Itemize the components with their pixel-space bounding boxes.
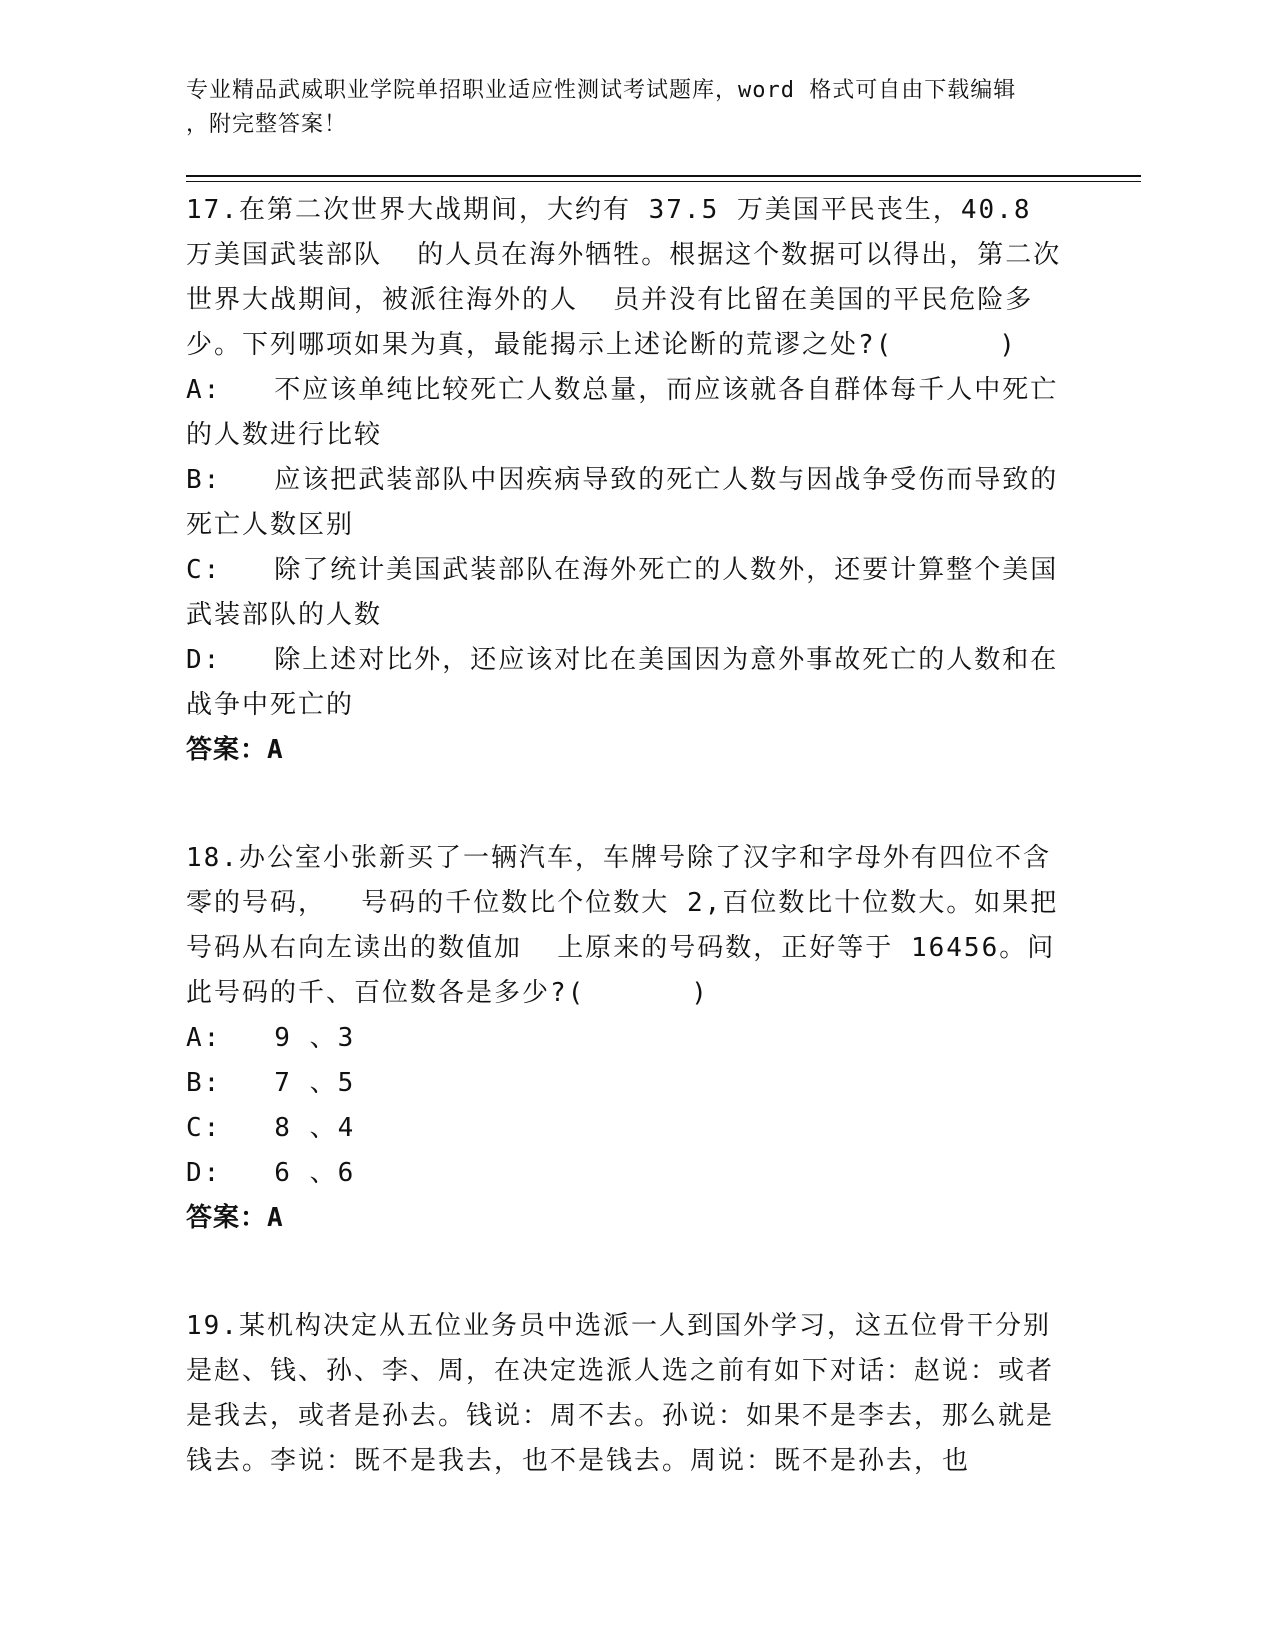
question-number: 19.: [186, 1311, 239, 1341]
question-19: [186, 1304, 1066, 1484]
question-18: [186, 836, 1066, 1241]
question-text: 办公室小张新买了一辆汽车，车牌号除了汉字和字母外有四位不含零的号码， 号码的千位数比个位数大 2,百位数比十位数大。如果把号码从右向左读出的数值加 上原来的号码数，正好等于 16456。问此号码的千、百位数各是多少?( ): [186, 843, 1059, 1008]
question-stem: [186, 836, 1066, 1016]
answer: 答案：A: [186, 735, 284, 765]
header-rule-thin: [186, 181, 1141, 182]
question-stem: [186, 1304, 1066, 1484]
page-header: [186, 74, 1066, 142]
option-c: C: 8 、4: [186, 1113, 356, 1143]
question-text: 某机构决定从五位业务员中选派一人到国外学习，这五位骨干分别是赵、钱、孙、李、周，在决定选派人选之前有如下对话：赵说：或者是我去，或者是孙去。钱说：周不去。孙说：如果不是李去，那么就是钱去。李说：既不是我去，也不是钱去。周说：既不是孙去，也: [186, 1311, 1055, 1476]
question-number: 18.: [186, 843, 239, 873]
answer: 答案：A: [186, 1203, 284, 1233]
question-list: [186, 188, 1066, 1484]
option-a: A: 不应该单纯比较死亡人数总量，而应该就各自群体每千人中死亡的人数进行比较: [186, 375, 1059, 450]
question-number: 17.: [186, 195, 239, 225]
option-d: D: 除上述对比外，还应该对比在美国因为意外事故死亡的人数和在战争中死亡的: [186, 645, 1059, 720]
header-line-1: 专业精品武威职业学院单招职业适应性测试考试题库，word 格式可自由下载编辑: [186, 78, 1017, 103]
option-b: B: 7 、5: [186, 1068, 356, 1098]
option-a: A: 9 、3: [186, 1023, 356, 1053]
header-rule-thick: [186, 175, 1141, 177]
option-b: B: 应该把武装部队中因疾病导致的死亡人数与因战争受伤而导致的死亡人数区别: [186, 465, 1059, 540]
option-c: C: 除了统计美国武装部队在海外死亡的人数外，还要计算整个美国武装部队的人数: [186, 555, 1059, 630]
header-line-2: ，附完整答案！: [186, 112, 348, 137]
question-17: [186, 188, 1066, 773]
question-stem: [186, 188, 1066, 368]
option-d: D: 6 、6: [186, 1158, 356, 1188]
question-text: 在第二次世界大战期间，大约有 37.5 万美国平民丧生，40.8 万美国武装部队 的人员在海外牺牲。根据这个数据可以得出，第二次世界大战期间，被派往海外的人 员并没有比留在美国的平民危险多少。下列哪项如果为真，最能揭示上述论断的荒谬之处?( ): [186, 195, 1062, 360]
